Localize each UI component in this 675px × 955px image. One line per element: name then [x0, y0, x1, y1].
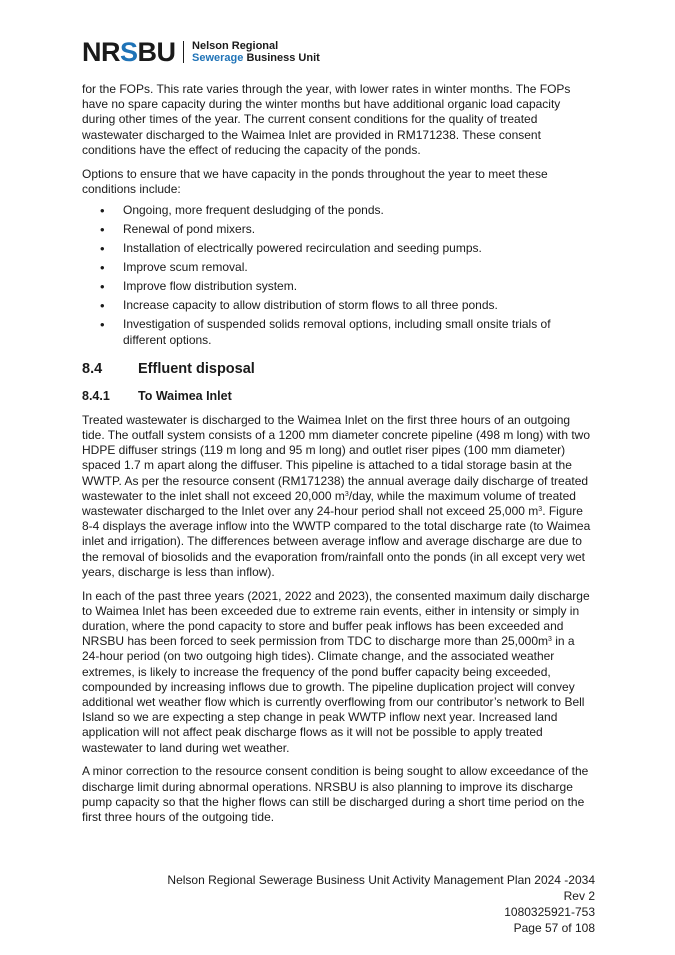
footer-doc-title: Nelson Regional Sewerage Business Unit Activity Management Plan 2024 -2034 [167, 873, 595, 887]
logo-subtitle [192, 40, 320, 64]
subsection-number: 8.4.1 [82, 388, 110, 403]
list-item: • Increase capacity to allow distribution of storm flows to all three ponds. [82, 298, 594, 313]
list-item: • Improve scum removal. [82, 260, 594, 275]
logo-divider [183, 41, 185, 63]
logo-wordmark: NRSBU [82, 37, 176, 67]
section-heading [82, 360, 594, 378]
list-item: • Ongoing, more frequent desludging of the ponds. [82, 203, 594, 218]
footer-revision: Rev 2 [563, 889, 595, 903]
footer-doc-id: 1080325921-753 [504, 905, 595, 919]
nrsbu-logo [82, 38, 320, 66]
list-item: • Investigation of suspended solids removal options, including small onsite trials of different options. [82, 317, 594, 347]
page-footer [167, 872, 595, 936]
list-item: • Improve flow distribution system. [82, 279, 594, 294]
subsection-heading [82, 388, 594, 404]
outfall-paragraph: Treated wastewater is discharged to the Waimea Inlet on the first three hours of an outgoing tide. The outfall system consists of a 1200 mm diameter concrete pipeline (498 m long) with two HDPE diffuser strings (119 m long and 95 m long) and outlet riser pipes (100 mm diameter) spaced 1.7 m apart along the diffuser. This pipeline is attached to a tidal storage basin at the WWTP. As per the resource consent (RM171238) the annual average daily discharge of treated wastewater to the inlet shall not exceed 20,000 $m^3$/day, while the maximum volume of treated wastewater discharged to the Inlet over any 24-hour period shall not exceed 25,000 $m^3$. Figure 8-4 displays the average inflow into the WWTP compared to the total discharge rate (to Waimea inlet and irrigation). The differences between average inflow and average discharge are due to the removal of biosolids and the evaporation from/rainfall onto the ponds (in all except very wet years, discharge is less than inflow). [82, 412, 591, 579]
logo-line-1: Nelson Regional [192, 40, 279, 52]
options-list [82, 203, 594, 347]
main-content [82, 82, 594, 834]
logo-line-2: Sewerage Business Unit [192, 52, 320, 64]
section-title: Effluent disposal [138, 360, 255, 377]
intro-paragraph: for the FOPs. This rate varies through the year, with lower rates in winter months. The FOPs have no spare capacity during the winter months but have additional organic load capacity during other times of the year. The current consent conditions for the quality of treated wastewater discharged to the Waimea Inlet are provided in RM171238. These consent conditions have the effect of reducing the capacity of the ponds. [82, 82, 571, 157]
section-number: 8.4 [82, 360, 103, 377]
list-item: • Renewal of pond mixers. [82, 222, 594, 237]
list-item: • Installation of electrically powered recirculation and seeding pumps. [82, 241, 594, 256]
options-intro: Options to ensure that we have capacity in the ponds throughout the year to meet these conditions include: [82, 167, 548, 197]
footer-page-number: Page 57 of 108 [513, 921, 595, 935]
subsection-title: To Waimea Inlet [138, 388, 232, 403]
exceedance-paragraph: In each of the past three years (2021, 2022 and 2023), the consented maximum daily discharge to Waimea Inlet has been exceeded due to extreme rain events, either in intensity or simply in duration, where the pond capacity to store and buffer peak inflows has been exceeded and NRSBU has been forced to seek permission from TDC to discharge more than $25,000m^3$ in a 24-hour period (on two outgoing high tides). Climate change, and the associated weather extremes, is likely to increase the frequency of the pond buffer capacity being exceeded, compounded by increasing inflows due to growth. The pipeline duplication project will convey additional wet weather flow which is currently overflowing from our contributor’s network to Bell Island so we are expecting a step change in peak WWTP inflow next year. Increased land application will not affect peak discharge flows as it will not be possible to apply treated wastewater to land during wet weather. [82, 588, 590, 755]
correction-paragraph: A minor correction to the resource consent condition is being sought to allow exceedance of the discharge limit during abnormal operations. NRSBU is also planning to improve its discharge pump capacity so that the higher flows can still be discharged during a short time period on the first three hours of the outgoing tide. [82, 764, 589, 824]
